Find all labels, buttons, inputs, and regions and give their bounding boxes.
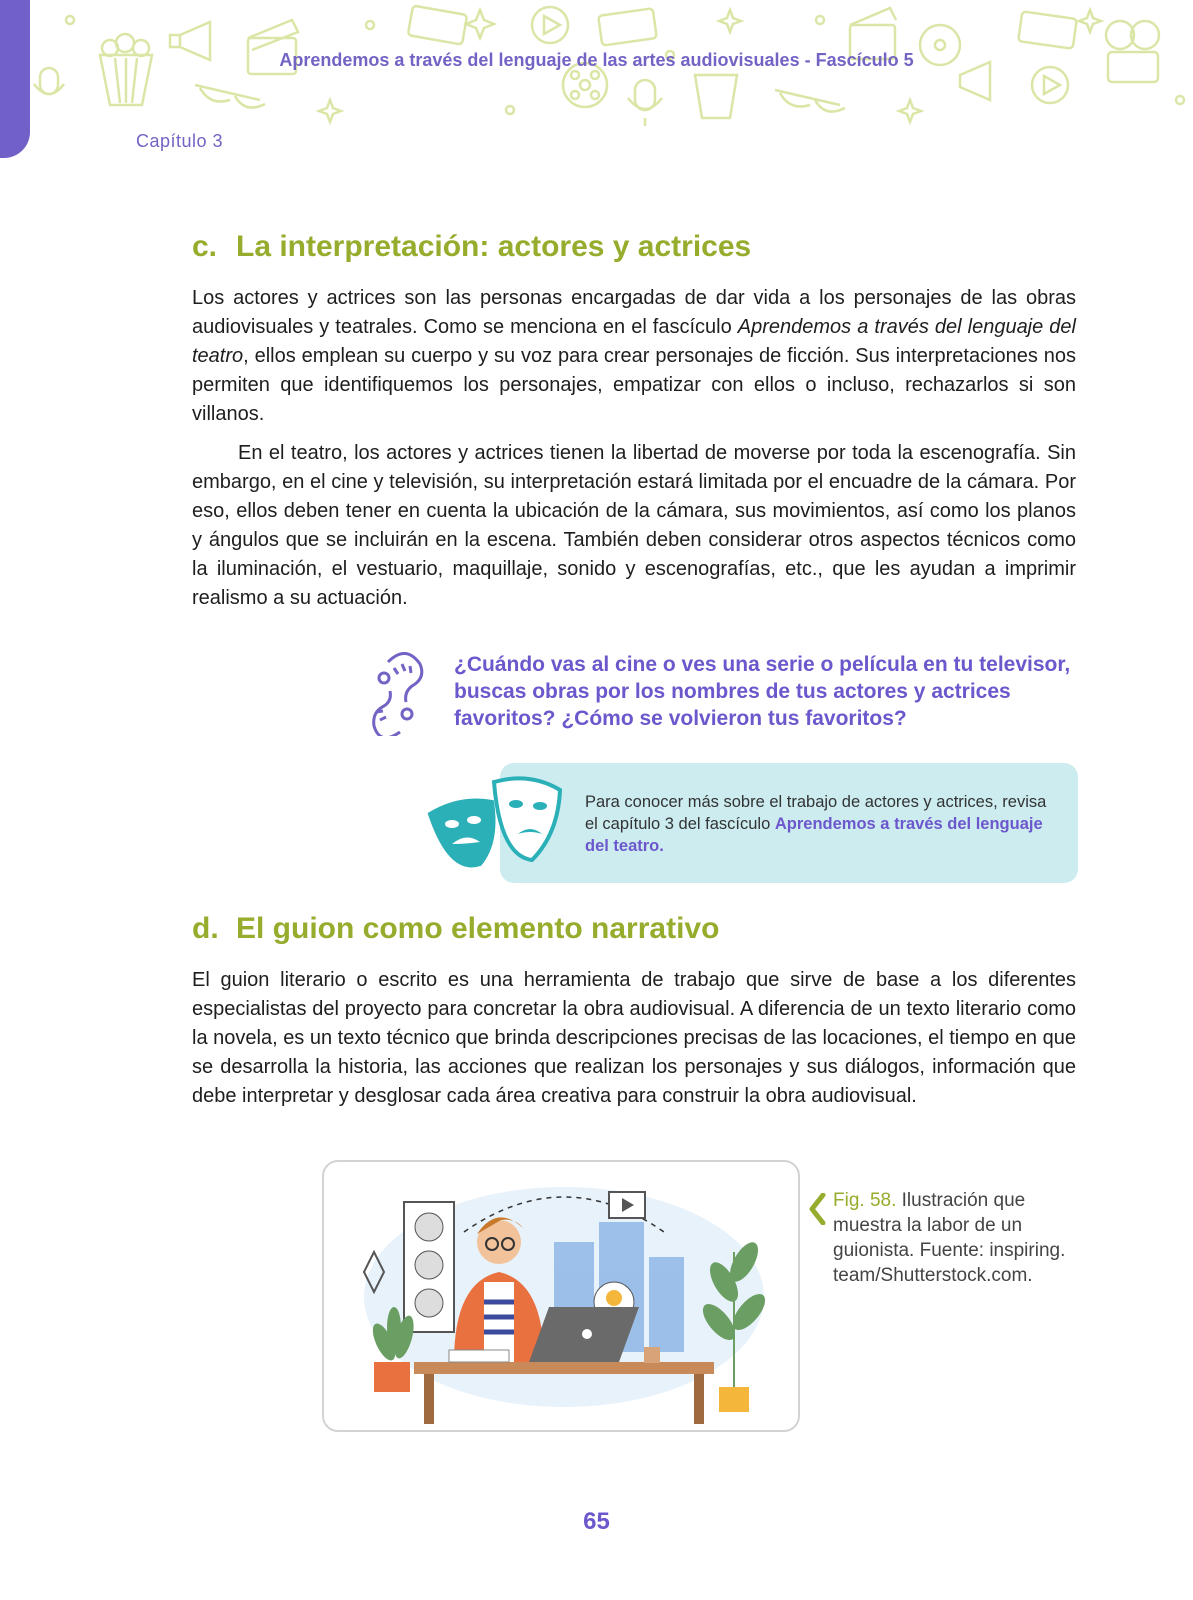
page-number: 65: [583, 1508, 610, 1535]
section-d-title: El guion como elemento narrativo: [236, 912, 720, 945]
side-tab: [0, 0, 30, 158]
figure-58-illustration: [322, 1160, 800, 1432]
section-c-paragraph-1: [192, 284, 1076, 429]
chapter-label: Capítulo 3: [136, 131, 224, 151]
section-c-title: La interpretación: actores y actrices: [236, 230, 752, 263]
figure-label: Fig. 58.: [833, 1190, 897, 1211]
section-d-letter: d.: [192, 912, 219, 945]
section-c-p1-italic: Aprendemos a través del lenguaje del teatro: [192, 316, 1076, 367]
info-box-text-highlight: Aprendemos a través del lenguaje del teatro.: [585, 815, 1043, 855]
section-c-p1-part-a: Los actores y actrices son las personas encargadas de dar vida a los personajes de las obras audiovisuales y teatrales. Como se menciona en el fascículo: [192, 287, 1076, 338]
section-d-paragraph-1: El guion literario o escrito es una herramienta de trabajo que sirve de base a los diferentes especialistas del proyecto para concretar la obra audiovisual. A diferencia de un texto literario como la novela, es un texto técnico que brinda descripciones precisas de las locaciones, el tiempo en que se desarrolla la historia, las acciones que realizan los personajes y sus diálogos, información que debe interpretar y desglosar cada área creativa para construir la obra audiovisual.: [192, 969, 1076, 1107]
section-c-heading: [192, 230, 751, 264]
theater-masks-icon: [424, 764, 574, 884]
info-box-text-plain: Para conocer más sobre el trabajo de actores y actrices, revisa el capítulo 3 del fascículo: [585, 793, 1047, 833]
info-box-text: [585, 791, 1055, 857]
section-d-heading: [192, 912, 719, 946]
section-c-p1-part-b: , ellos emplean su cuerpo y su voz para crear personajes de ficción. Sus interpretaciones nos permiten que identifiquemos los personajes, empatizar con ellos o incluso, rechazarlos si son villanos.: [192, 345, 1076, 425]
header-title: Aprendemos a través del lenguaje de las artes audiovisuales - Fascículo 5: [279, 50, 914, 70]
figure-caption-text: Ilustración que muestra la labor de un guionista. Fuente: inspiring. team/Shutterstock.com.: [833, 1190, 1066, 1286]
section-c-letter: c.: [192, 230, 218, 263]
section-c-paragraph-2: En el teatro, los actores y actrices tienen la libertad de moverse por toda la escenografía. Sin embargo, en el cine y televisión, su interpretación estará limitada por el encuadre de la cámara. Por eso, ellos deben tener en cuenta la ubicación de la cámara, sus movimientos, así como los planos y ángulos que se incluirán en la escena. También deben considerar otros aspectos técnicos como la iluminación, el vestuario, maquillaje, sonido y escenografías, etc., que les ayudan a imprimir realismo a su actuación.: [192, 442, 1076, 609]
screenwriter-illustration: [324, 1162, 798, 1430]
figure-caption: [833, 1188, 1083, 1288]
chevron-left-icon: [808, 1193, 826, 1225]
question-marks-icon: [370, 648, 426, 736]
reflection-question: ¿Cuándo vas al cine o ves una serie o película en tu televisor, buscas obras por los nombres de tus actores y actrices favoritos? ¿Cómo se volvieron tus favoritos?: [454, 653, 1071, 730]
